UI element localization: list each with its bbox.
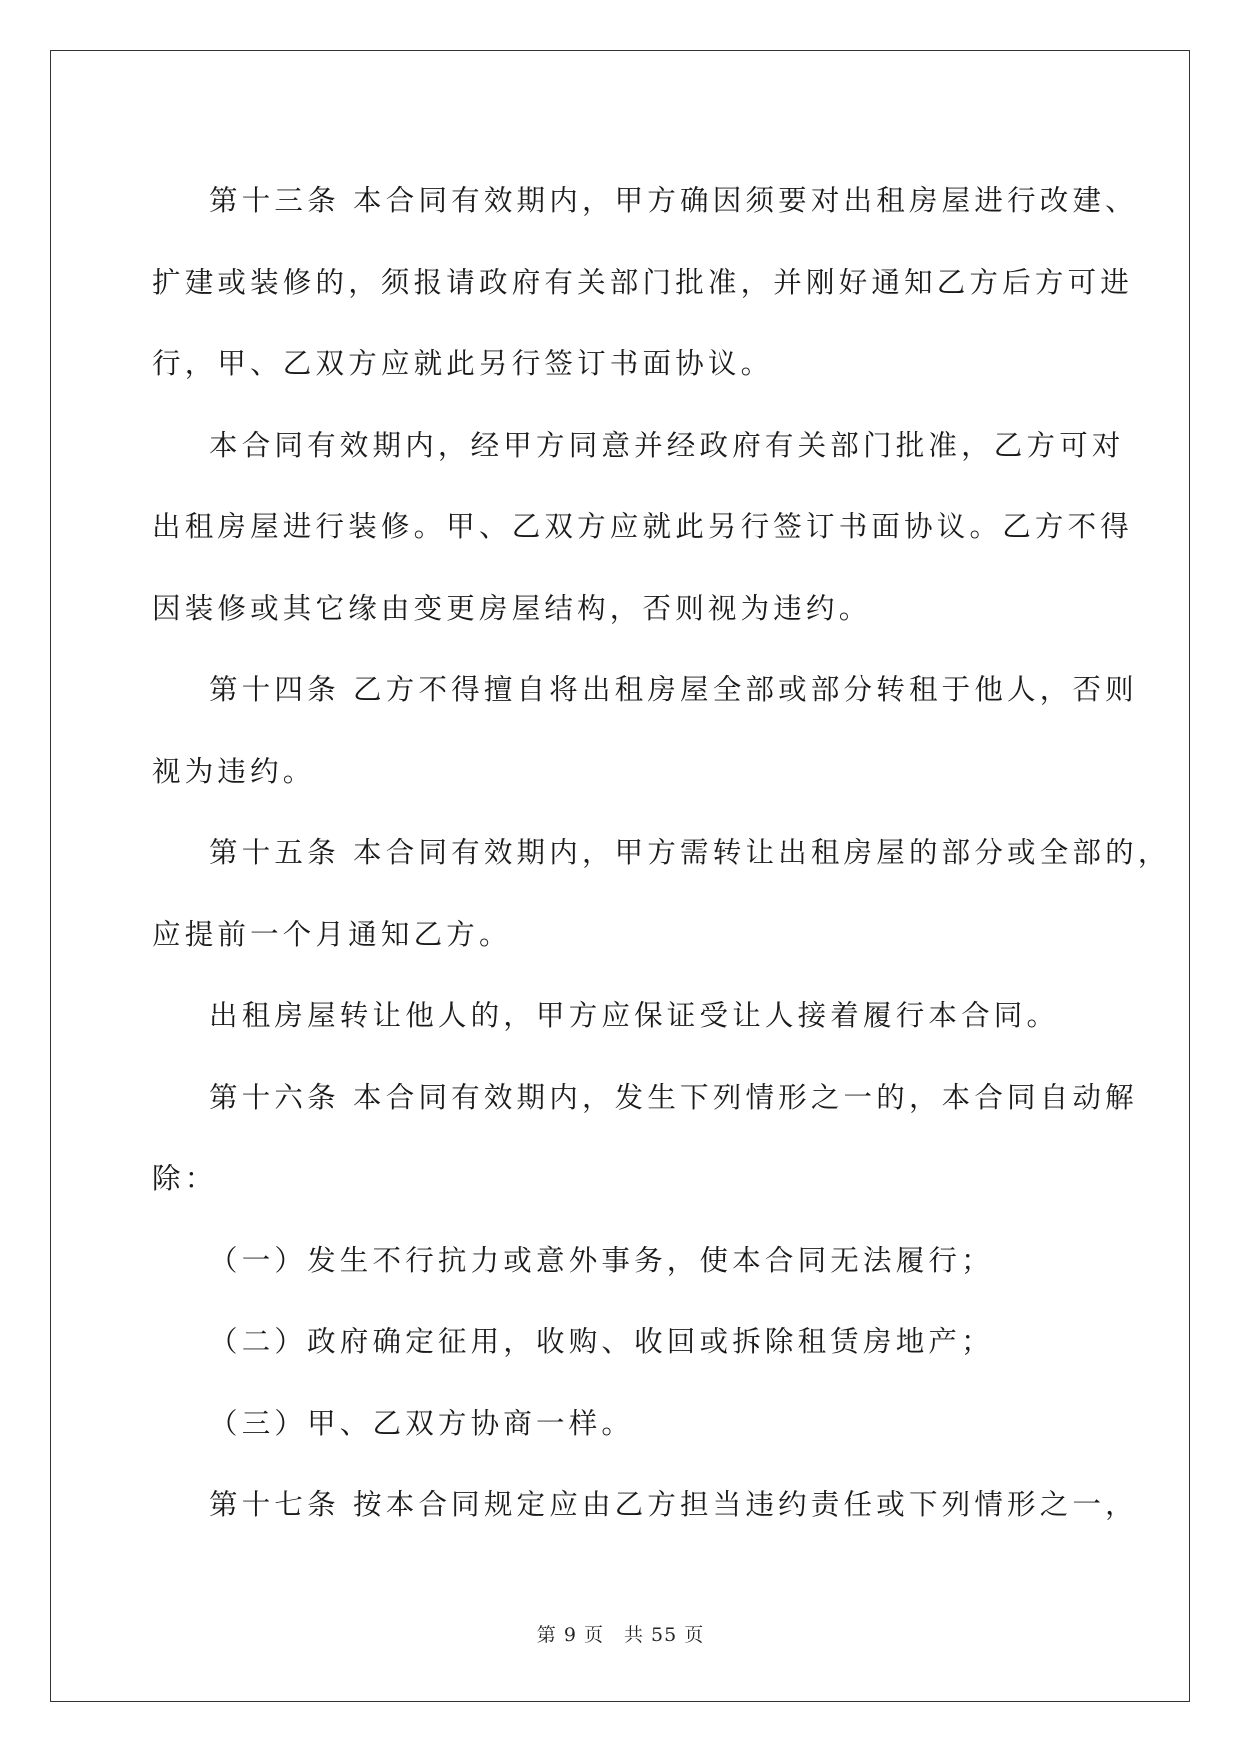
paragraph-line: 第十五条 本合同有效期内，甲方需转让出租房屋的部分或全部的，: [209, 836, 1171, 869]
paragraph: [152, 1220, 1092, 1302]
page-number: 第 9 页: [536, 1624, 604, 1646]
paragraph-line: 视为违约。: [152, 754, 316, 788]
paragraph-line: 除：: [152, 1162, 218, 1195]
paragraph-line: 第十六条 本合同有效期内，发生下列情形之一的，本合同自动解: [209, 1080, 1138, 1114]
paragraph-line: 出租房屋转让他人的，甲方应保证受让人接着履行本合同。: [209, 999, 1060, 1032]
paragraph: [152, 405, 1134, 650]
paragraph: [152, 160, 1138, 405]
paragraph-line: 第十四条 乙方不得擅自将出租房屋全部或部分转租于他人，否则: [209, 673, 1138, 706]
paragraph-line: 本合同有效期内，经甲方同意并经政府有关部门批准，乙方可对: [209, 428, 1125, 462]
document-body: [152, 160, 1171, 1546]
paragraph: [152, 975, 1092, 1057]
paragraph: [152, 649, 1138, 812]
paragraph-line: （二）政府确定征用，收购、收回或拆除租赁房地产；: [209, 1325, 994, 1358]
paragraph: [152, 1383, 1092, 1465]
page-footer: [0, 1620, 1241, 1647]
paragraph-line: （一）发生不行抗力或意外事务，使本合同无法履行；: [209, 1243, 994, 1277]
paragraph-line: 应提前一个月通知乙方。: [152, 917, 512, 951]
page-total: 共 55 页: [623, 1624, 705, 1646]
paragraph-line: 第十七条 按本合同规定应由乙方担当违约责任或下列情形之一，: [209, 1488, 1138, 1521]
paragraph-line: 出租房屋进行装修。甲、乙双方应就此另行签订书面协议。乙方不得: [152, 510, 1134, 543]
paragraph-line: 行，甲、乙双方应就此另行签订书面协议。: [152, 347, 774, 380]
paragraph: [152, 1464, 1138, 1546]
paragraph: [152, 812, 1171, 975]
paragraph: [152, 1057, 1138, 1220]
paragraph: [152, 1301, 1092, 1383]
paragraph-line: （三）甲、乙双方协商一样。: [209, 1406, 635, 1440]
paragraph-line: 扩建或装修的，须报请政府有关部门批准，并刚好通知乙方后方可进: [152, 265, 1134, 299]
paragraph-line: 第十三条 本合同有效期内，甲方确因须要对出租房屋进行改建、: [209, 184, 1138, 217]
paragraph-line: 因装修或其它缘由变更房屋结构，否则视为违约。: [152, 591, 872, 625]
